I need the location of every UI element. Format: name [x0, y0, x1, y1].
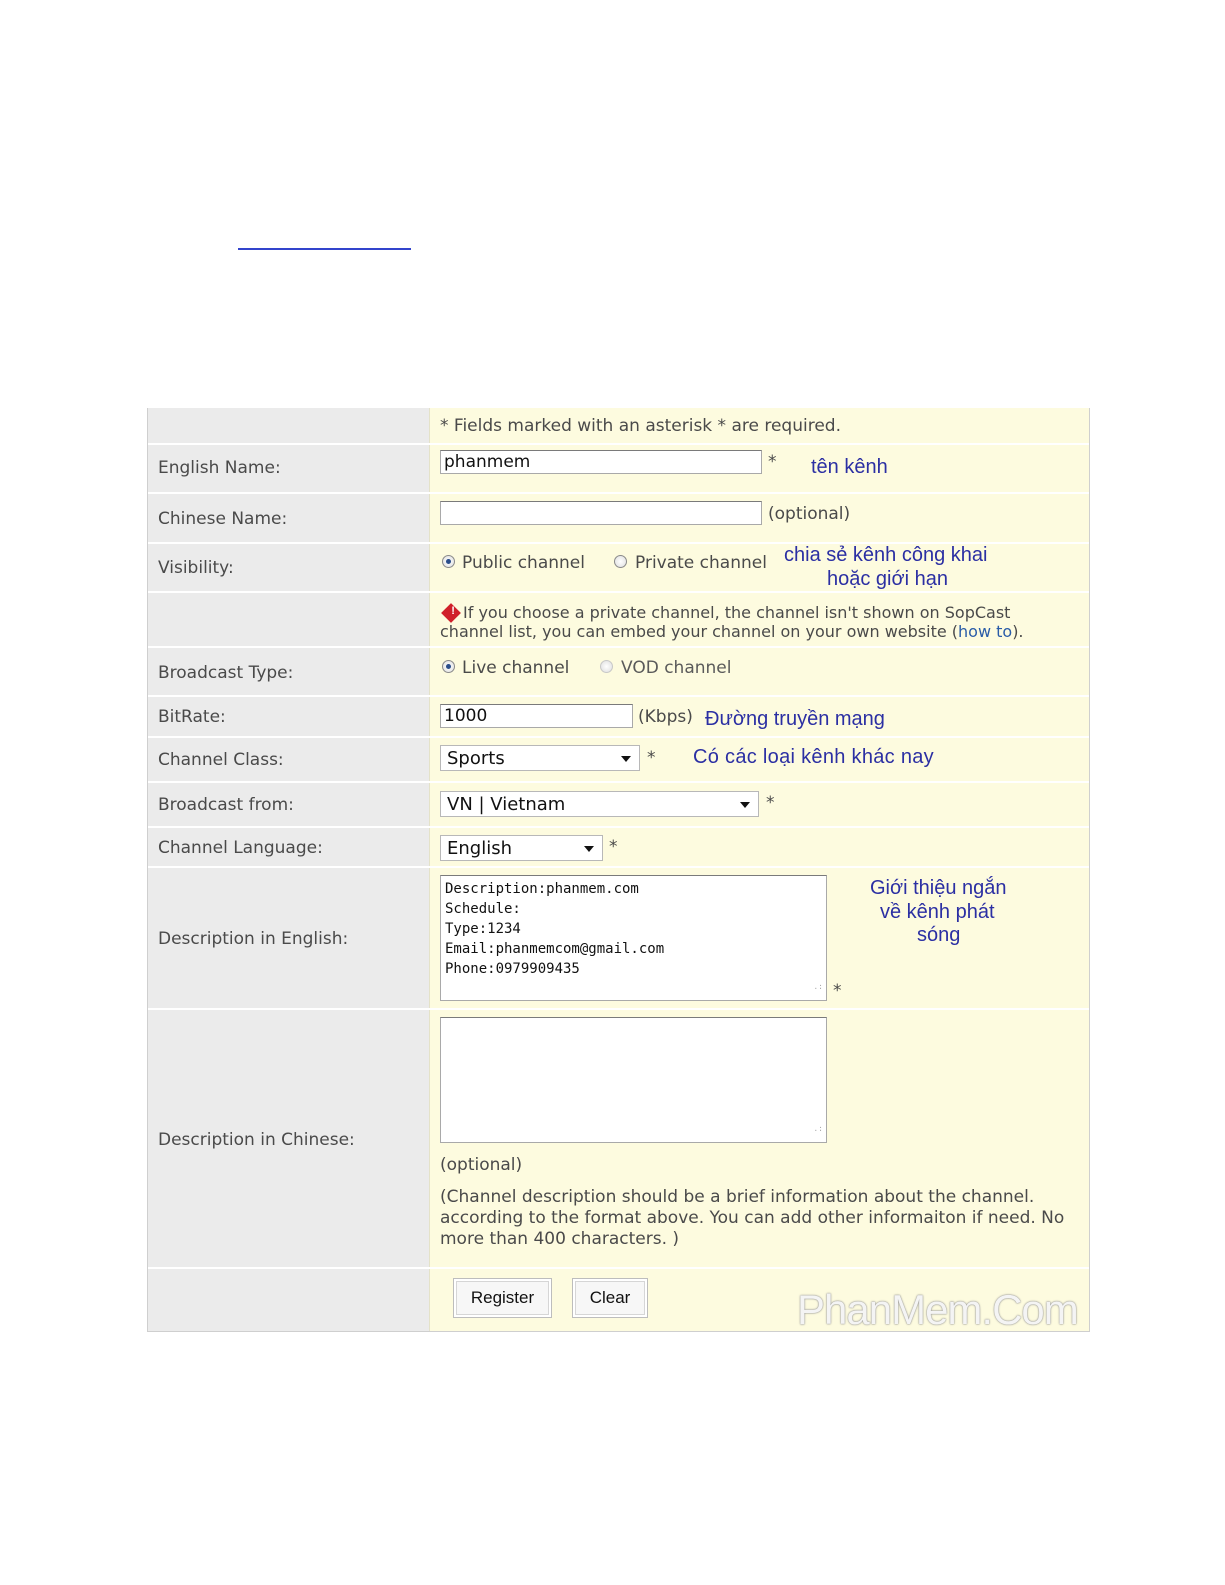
- description-line: Description:phanmem.com: [445, 881, 639, 897]
- required-asterisk: *: [647, 748, 656, 768]
- live-channel-radio[interactable]: [442, 660, 455, 673]
- english-name-label: English Name:: [158, 458, 281, 478]
- register-button[interactable]: Register: [453, 1278, 552, 1318]
- row-separator: [148, 866, 1089, 868]
- annotation-desc-2: về kênh phát: [880, 901, 995, 923]
- channel-register-form: [147, 408, 1090, 1332]
- annotation-class: Có các loại kênh khác nay: [693, 746, 934, 768]
- private-channel-radio[interactable]: [614, 555, 627, 568]
- annotation-desc-3: sóng: [917, 924, 961, 946]
- row-separator: [148, 646, 1089, 648]
- required-note: * Fields marked with an asterisk * are required.: [440, 416, 841, 436]
- description-line: Type:1234: [445, 921, 521, 937]
- channel-class-select[interactable]: [440, 745, 640, 771]
- description-line: Schedule:: [445, 901, 521, 917]
- required-asterisk: *: [766, 793, 775, 813]
- description-help-line1: (Channel description should be a brief information about the channel.: [440, 1187, 1035, 1207]
- row-separator: [148, 1267, 1089, 1269]
- clear-button[interactable]: Clear: [572, 1278, 648, 1318]
- visibility-label: Visibility:: [158, 558, 234, 578]
- description-chinese-label: Description in Chinese:: [158, 1130, 355, 1150]
- private-note-line2: channel list, you can embed your channel on your own website (how to).: [440, 622, 1024, 641]
- private-note-line1: If you choose a private channel, the channel isn't shown on SopCast: [463, 603, 1011, 622]
- description-line: Phone:0979909435: [445, 961, 580, 977]
- row-separator: [148, 781, 1089, 783]
- channel-language-select[interactable]: [440, 835, 603, 861]
- optional-note: (optional): [440, 1155, 523, 1175]
- broadcast-from-select[interactable]: [440, 791, 759, 817]
- kbps-unit: (Kbps): [638, 707, 693, 727]
- description-chinese-textarea[interactable]: [440, 1017, 827, 1143]
- annotation-name: tên kênh: [811, 456, 888, 478]
- row-separator: [148, 1008, 1089, 1010]
- row-separator: [148, 591, 1089, 593]
- label-column: [148, 408, 430, 1331]
- bitrate-input[interactable]: 1000: [440, 704, 633, 728]
- row-separator: [148, 736, 1089, 738]
- channel-class-value: Sports: [447, 748, 505, 769]
- annotation-visibility-1: chia sẻ kênh công khai: [784, 544, 988, 566]
- row-separator: [148, 695, 1089, 697]
- annotation-visibility-2: hoặc giới hạn: [827, 568, 948, 590]
- channel-language-value: English: [447, 838, 512, 859]
- required-asterisk: *: [609, 837, 618, 857]
- chevron-down-icon: [584, 846, 594, 852]
- row-separator: [148, 492, 1089, 494]
- warning-icon: !: [441, 603, 461, 623]
- private-channel-label: Private channel: [635, 553, 767, 573]
- resize-grip-icon[interactable]: .:: [813, 1124, 823, 1133]
- english-name-input[interactable]: phanmem: [440, 450, 762, 474]
- top-link[interactable]: [238, 226, 411, 250]
- chevron-down-icon: [621, 756, 631, 762]
- resize-grip-icon[interactable]: .:: [813, 982, 823, 991]
- chevron-down-icon: [740, 802, 750, 808]
- channel-class-label: Channel Class:: [158, 750, 284, 770]
- description-help-line3: more than 400 characters. ): [440, 1229, 680, 1249]
- channel-language-label: Channel Language:: [158, 838, 323, 858]
- annotation-desc-1: Giới thiệu ngắn: [870, 877, 1007, 899]
- public-channel-radio[interactable]: [442, 555, 455, 568]
- row-separator: [148, 826, 1089, 828]
- row-separator: [148, 443, 1089, 445]
- how-to-link[interactable]: how to: [958, 622, 1013, 641]
- broadcast-from-label: Broadcast from:: [158, 795, 294, 815]
- watermark-logo: PhanMem.Com: [797, 1286, 1078, 1333]
- vod-channel-label: VOD channel: [621, 658, 732, 678]
- required-asterisk: *: [833, 981, 842, 1001]
- broadcast-type-label: Broadcast Type:: [158, 663, 294, 683]
- vod-channel-radio[interactable]: [600, 660, 613, 673]
- live-channel-label: Live channel: [462, 658, 570, 678]
- annotation-bitrate: Đường truyền mạng: [705, 708, 885, 730]
- public-channel-label: Public channel: [462, 553, 585, 573]
- chinese-name-input[interactable]: [440, 501, 762, 525]
- chinese-name-label: Chinese Name:: [158, 509, 288, 529]
- optional-note: (optional): [768, 504, 851, 524]
- description-english-textarea[interactable]: [440, 875, 827, 1001]
- required-asterisk: *: [768, 452, 777, 472]
- description-english-label: Description in English:: [158, 929, 349, 949]
- description-help-line2: according to the format above. You can add other informaiton if need. No: [440, 1208, 1065, 1228]
- bitrate-label: BitRate:: [158, 707, 226, 727]
- broadcast-from-value: VN | Vietnam: [447, 794, 566, 815]
- description-line: Email:phanmemcom@gmail.com: [445, 941, 665, 957]
